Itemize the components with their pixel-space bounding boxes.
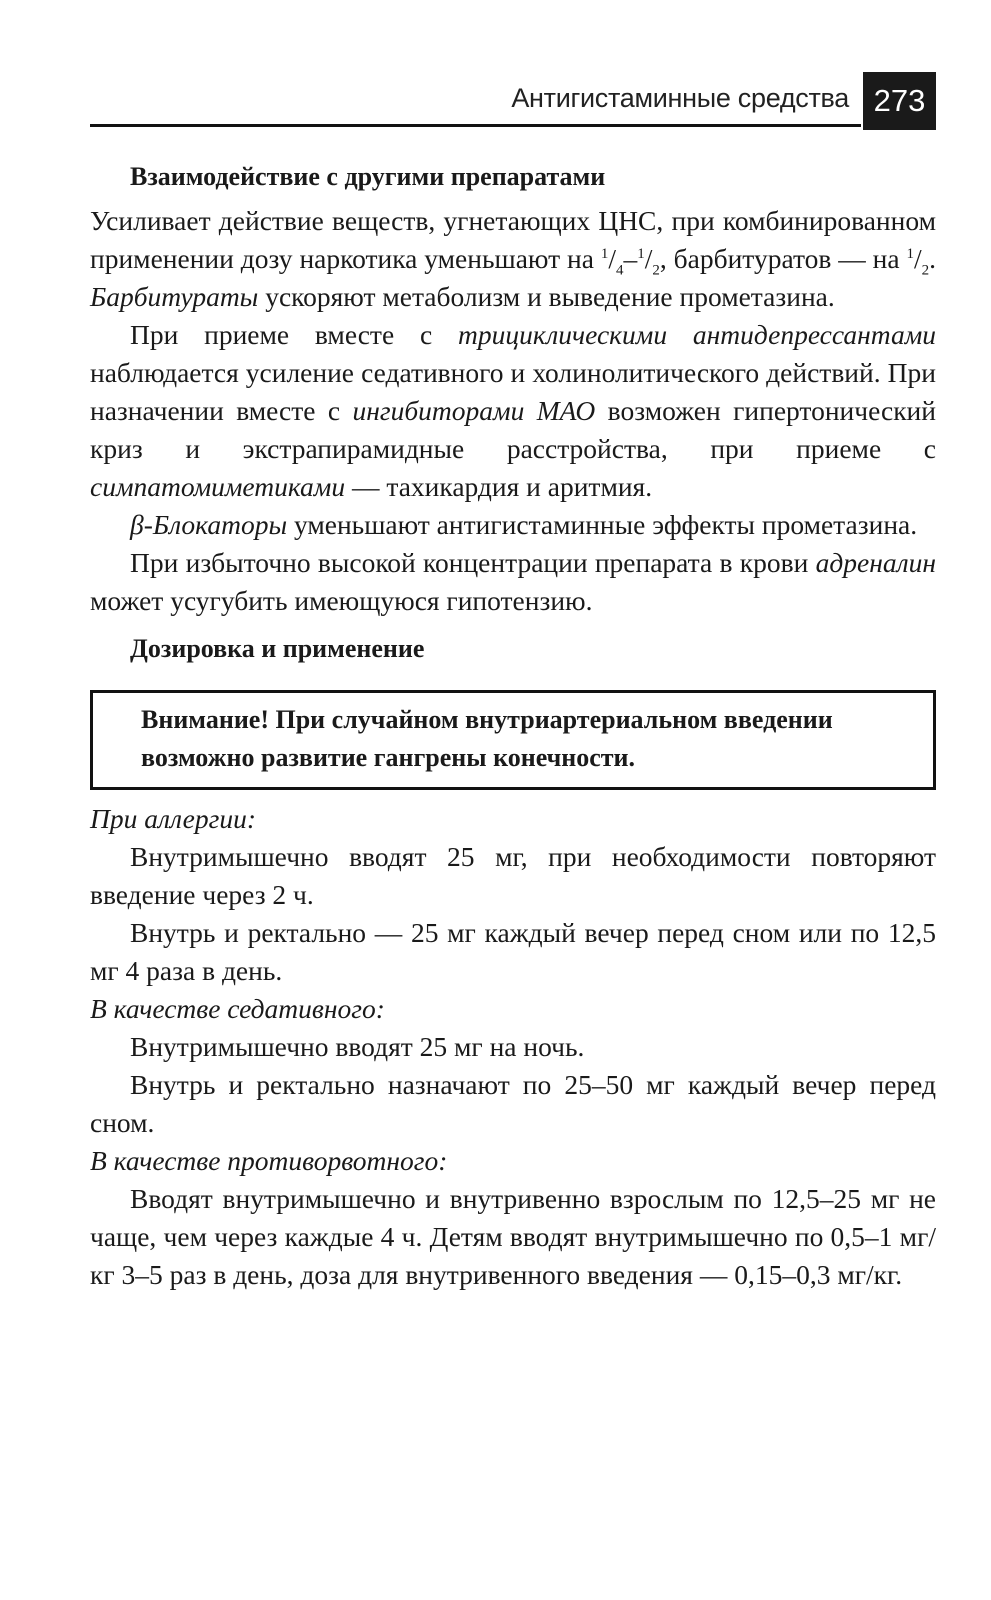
drug-term: симпатомиметиками: [90, 471, 346, 502]
dash: –: [623, 243, 638, 274]
paragraph-adrenaline: [90, 544, 936, 620]
section-heading-dosage: Дозировка и применение: [130, 634, 425, 663]
drug-term: β-Блокаторы: [130, 509, 288, 540]
text-span: , барбитуратов — на: [659, 243, 907, 274]
fraction-numerator: 1: [906, 245, 914, 262]
drug-term: Барбитураты: [90, 281, 259, 312]
fraction-denominator: 4: [615, 262, 624, 279]
text-span: При избыточно высокой концентрации препарата в крови: [130, 547, 816, 578]
text-span: .: [929, 243, 937, 274]
paragraph-allergy-im: Внутримышечно вводят 25 мг, при необходимости повторяют введение через 2 ч.: [90, 841, 936, 910]
page-body: [90, 158, 936, 1294]
text-span: ускоряют метаболизм и выведение прометазина.: [258, 281, 835, 312]
text-span: уменьшают антигистаминные эффекты прометазина.: [287, 509, 918, 540]
paragraph-sedative-im: Внутримышечно вводят 25 мг на ночь.: [130, 1031, 585, 1062]
drug-term: ингибиторами МАО: [352, 395, 596, 426]
paragraph-allergy-oral: Внутрь и ректально — 25 мг каждый вечер перед сном или по 12,5 мг 4 раза в день.: [90, 917, 936, 986]
subsection-label-antiemetic: В качестве противорвотного:: [90, 1145, 448, 1176]
paragraph-antidepressants: [90, 316, 936, 506]
page-number: 273: [863, 72, 936, 130]
text-span: При приеме вместе с: [130, 319, 458, 350]
fraction-numerator: 1: [600, 245, 609, 262]
paragraph-sedative-oral: Внутрь и ректально назначают по 25–50 мг каждый вечер перед сном.: [90, 1069, 936, 1138]
subsection-label-sedative: В качестве седативного:: [90, 993, 385, 1024]
running-header: [90, 72, 936, 130]
paragraph-cns: Усиливает действие веществ, угнетающих ЦНС, при комбинированном применении дозу наркотика уменьшают на $^1/_4-^1/_2$, барбитуратов — на $^1/_2$. Барбитураты ускоряют метаболизм и выведение прометазина.: [90, 205, 937, 312]
section-heading-interactions: Взаимодействие с другими препаратами: [130, 162, 606, 191]
fraction-denominator: 2: [921, 262, 930, 279]
fraction-numerator: 1: [637, 245, 645, 262]
running-title: Антигистаминные средства: [90, 72, 861, 127]
subsection-label-allergy: При аллергии:: [90, 803, 256, 834]
text-span: Усиливает действие веществ, угнетающих ЦНС, при комбинированном применении дозу наркотика уменьшают на: [90, 205, 936, 274]
text-span: наблюдается усиление седативного и холинолитического действий. При назначении вместе с: [90, 357, 936, 426]
warning-box: Внимание! При случайном внутриартериальном введении возможно развитие гангрены конечности.: [90, 690, 936, 790]
text-span: — тахикардия и аритмия.: [345, 471, 653, 502]
paragraph-antiemetic: Вводят внутримышечно и внутривенно взрослым по 12,5–25 мг не чаще, чем через каждые 4 ч. Детям вводят внутримышечно по 0,5–1 мг/кг 3–5 раз в день, доза для внутривенного введения — 0,15–0,3 мг/кг.: [90, 1183, 936, 1290]
drug-term: адреналин: [815, 547, 936, 578]
text-span: возможен гипертонический криз и экстрапирамидные расстройства, при приеме с: [90, 395, 936, 464]
fraction-denominator: 2: [652, 262, 660, 279]
text-span: может усугубить имеющуюся гипотензию.: [90, 585, 593, 616]
drug-term: трициклическими антидепрессантами: [457, 319, 936, 350]
paragraph-beta-blockers: [90, 506, 936, 544]
